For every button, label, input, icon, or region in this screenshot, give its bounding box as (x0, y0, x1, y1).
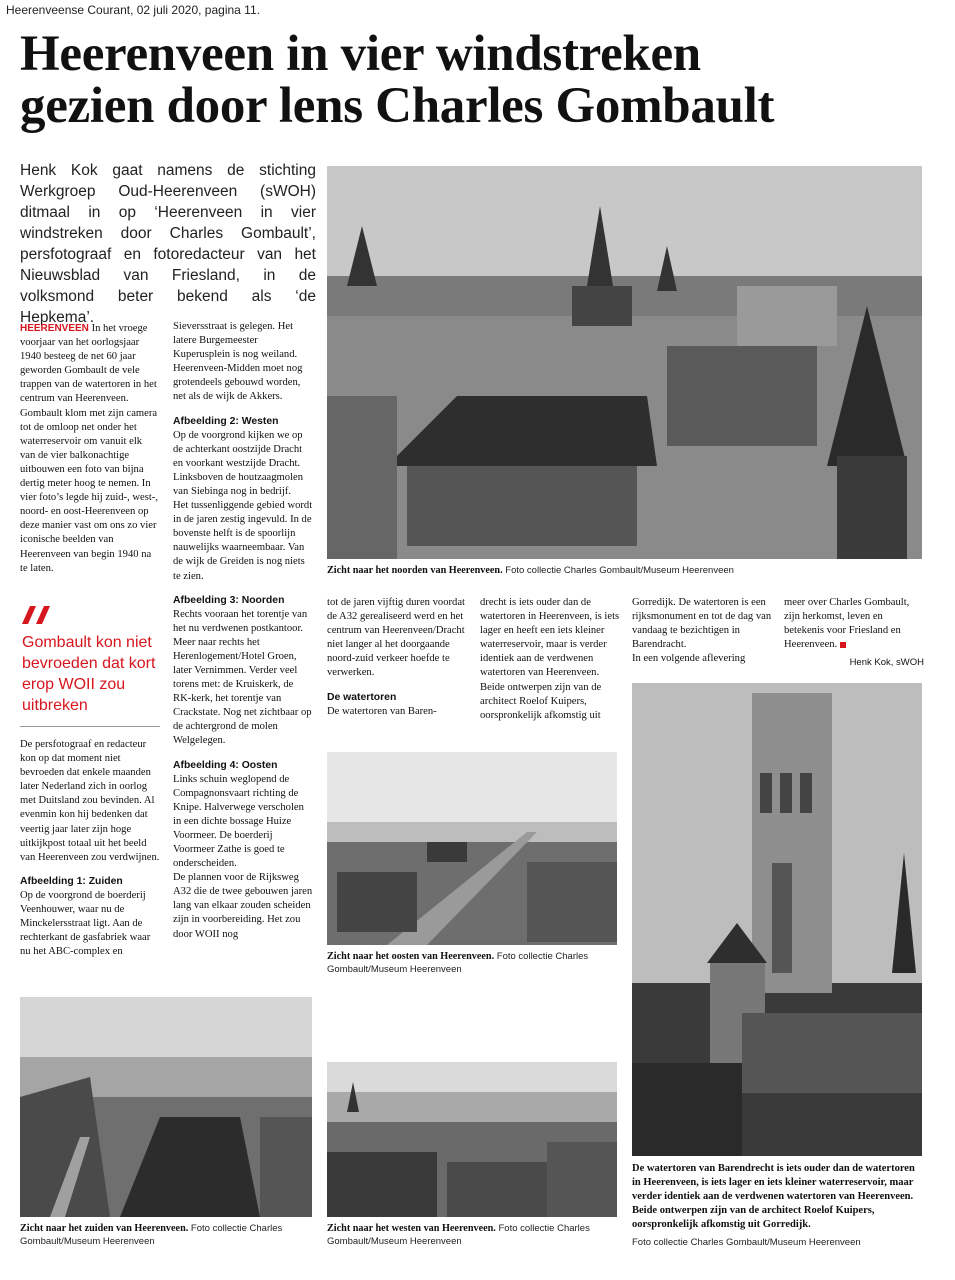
caption-credit: Foto collectie Charles Gombault/Museum Heerenveen (327, 951, 589, 975)
paragraph: Beide ontwerpen zijn van de architect Roelof Kuipers, oorspronkelijk afkomstig uit (480, 681, 602, 721)
caption-water-tower: De watertoren van Barendrecht is iets ouder dan de watertoren in Heerenveen, is iets lager en iets kleiner waterreservoir, maar verder identiek aan de verdwenen watertoren van Heerenveen. Beide ontwerpen zijn van de architect Roelof Kuipers, oorspronkelijk afkomstig uit Gorredijk. (632, 1163, 915, 1230)
kicker: HEERENVEEN (20, 323, 89, 334)
author-signature: Henk Kok, sWOH (849, 657, 924, 669)
headline-line-2: gezien door lens Charles Gombault (20, 78, 775, 134)
column-5 (632, 596, 772, 666)
newspaper-source-line: Heerenveense Courant, 02 juli 2020, pagina 11. (6, 3, 260, 17)
paragraph: De plannen voor de Rijksweg A32 die de twee gebouwen jaren lang van elkaar zouden scheiden zijn in voorbereiding. Het zou door WOII nog (173, 872, 313, 940)
column-2 (173, 320, 313, 942)
paragraph: Rechts vooraan het torentje van het nu verdwenen postkantoor. Meer naar rechts het Herenlogement/Hotel Groen, later Vernimmen. Verder veel torens met: de Kruiskerk, de RK-kerk, het torentje van Crackstate. Nog net zichtbaar op de achtergrond de molen Welgelegen. (173, 608, 312, 747)
paragraph: Op de voorgrond kijken we op de achterkant oostzijde Dracht en voorkant westzijde Dracht. Linksboven de houtzaagmolen van Siebinga nog in bedrijf. (173, 429, 304, 497)
caption-credit: Foto collectie Charles Gombault/Museum Heerenveen (505, 565, 734, 576)
paragraph: drecht is iets ouder dan de watertoren in Heerenveen, is iets lager en heeft een iets kleiner waterreservoir, maar is verder identiek aan de verdwenen watertoren van Heerenveen. (480, 597, 620, 679)
paragraph: Gorredijk. De watertoren is een rijksmonument en tot de dag van vandaag te bezichtigen in Barendracht. (632, 597, 772, 651)
column-6 (784, 596, 924, 670)
photo-south-image (20, 997, 312, 1217)
photo-water-tower-image (632, 683, 922, 1156)
caption-north (327, 564, 922, 577)
paragraph: Op de voorgrond de boerderij Veenhouwer, waar nu de Minckelersstraat ligt. Aan de rechterkant de gasfabriek waar nu het ABC-complex en (20, 889, 151, 958)
lead-paragraph: Henk Kok gaat namens de stichting Werkgroep Oud-Heerenveen (sWOH) ditmaal in op ‘Heerenveen in vier windstreken door Charles Gombault’, persfotograaf en fotoredacteur van het Nieuwsblad van Friesland, in de volksmond beter bekend als ‘de Hepkema’. (20, 162, 316, 326)
caption-water-tower-credit: Foto collectie Charles Gombault/Museum Heerenveen (632, 1237, 861, 1248)
caption-title: Zicht naar het westen van Heerenveen. (327, 1223, 496, 1234)
subheading-westen: Afbeelding 2: Westen (173, 415, 279, 427)
photo-east-image (327, 752, 617, 945)
photo-north (327, 166, 922, 559)
quote-mark-icon (22, 606, 52, 624)
end-mark-icon (840, 642, 846, 648)
caption-credit: Foto collectie Charles Gombault/Museum Heerenveen (20, 1223, 283, 1247)
caption-title: Zicht naar het noorden van Heerenveen. (327, 565, 503, 576)
paragraph: meer over Charles Gombault, zijn herkomst, leven en betekenis voor Friesland en Heerenveen. (784, 597, 910, 651)
photo-west-image (327, 1062, 617, 1217)
subheading-watertoren: De watertoren (327, 691, 397, 703)
caption-west (327, 1222, 619, 1248)
paragraph: In een volgende aflevering (632, 653, 746, 665)
caption-credit: Foto collectie Charles Gombault/Museum Heerenveen (327, 1223, 590, 1247)
photo-water-tower (632, 683, 922, 1156)
caption-east (327, 950, 617, 976)
caption-title: Zicht naar het zuiden van Heerenveen. (20, 1223, 189, 1234)
photo-east (327, 752, 617, 945)
column-3 (327, 596, 467, 719)
paragraph: Sieversstraat is gelegen. Het latere Burgemeester Kuperusplein is nog weiland. Heerenveen-Midden moet nog grotendeels gebouwd worden, net als de wijk de Akkers. (173, 321, 303, 403)
column-1-top (20, 322, 160, 576)
subheading-oosten: Afbeelding 4: Oosten (173, 759, 278, 771)
paragraph: Het tussenliggende gebied wordt in de jaren zestig ingevuld. In de bovenste helft is de spoorlijn nauwelijks waarneembaar. Van de wijk de Greiden is nog niets te zien. (173, 500, 313, 582)
paragraph: Links schuin weglopend de Compagnonsvaart richting de Knipe. Halverwege verscholen in een dichte bossage Huize Voormeer. De boerderij Voormeer Zathe is goed te onderscheiden. (173, 773, 304, 870)
paragraph: De persfotograaf en redacteur kon op dat moment niet bevroeden dat enkele maanden later Nederland zich in oorlog met Duitsland zou bevinden. Al evenmin kon hij bedenken dat veertig jaar later zijn hoge uitkijkpost totaal uit het beeld van Heerenveen zou verdwijnen. (20, 739, 160, 863)
column-1-bottom (20, 738, 160, 959)
photo-north-image (327, 166, 922, 559)
headline-line-1: Heerenveen in vier windstreken (20, 26, 701, 82)
paragraph: tot de jaren vijftig duren voordat de A32 gerealiseerd werd en het centrum van Heerenveen/Dracht niet langer al het doorgaande noord-zuid verkeer hoefde te verwerken. (327, 597, 465, 679)
photo-west (327, 1062, 617, 1217)
subheading-zuiden: Afbeelding 1: Zuiden (20, 875, 123, 887)
photo-south (20, 997, 312, 1217)
divider (20, 726, 160, 727)
subheading-noorden: Afbeelding 3: Noorden (173, 594, 285, 606)
headline (20, 28, 940, 132)
paragraph: De watertoren van Baren- (327, 705, 437, 717)
column-4 (480, 596, 620, 723)
caption-title: Zicht naar het oosten van Heerenveen. (327, 951, 495, 962)
intro-paragraph: HEERENVEEN In het vroege voorjaar van het oorlogsjaar 1940 besteeg de net 60 jaar geworden Gombault de vele trappen van de watertoren in het centrum van Heerenveen. Gombault klom met zijn camera tot de omloop net onder het waterreservoir om vanuit elk van de vier balkonachtige uitbouwen een foto van bijna dertig meter hoog te nemen. In vier foto’s legde hij zuid-, west-, noord- en oost-Heerenveen op deze manier vast om ons zo vier iconische beelden van Heerenveen van begin 1940 na te laten. (20, 323, 158, 574)
pull-quote: Gombault kon niet bevroeden dat kort erop WOII zou uitbreken (22, 634, 156, 714)
caption-south (20, 1222, 312, 1248)
